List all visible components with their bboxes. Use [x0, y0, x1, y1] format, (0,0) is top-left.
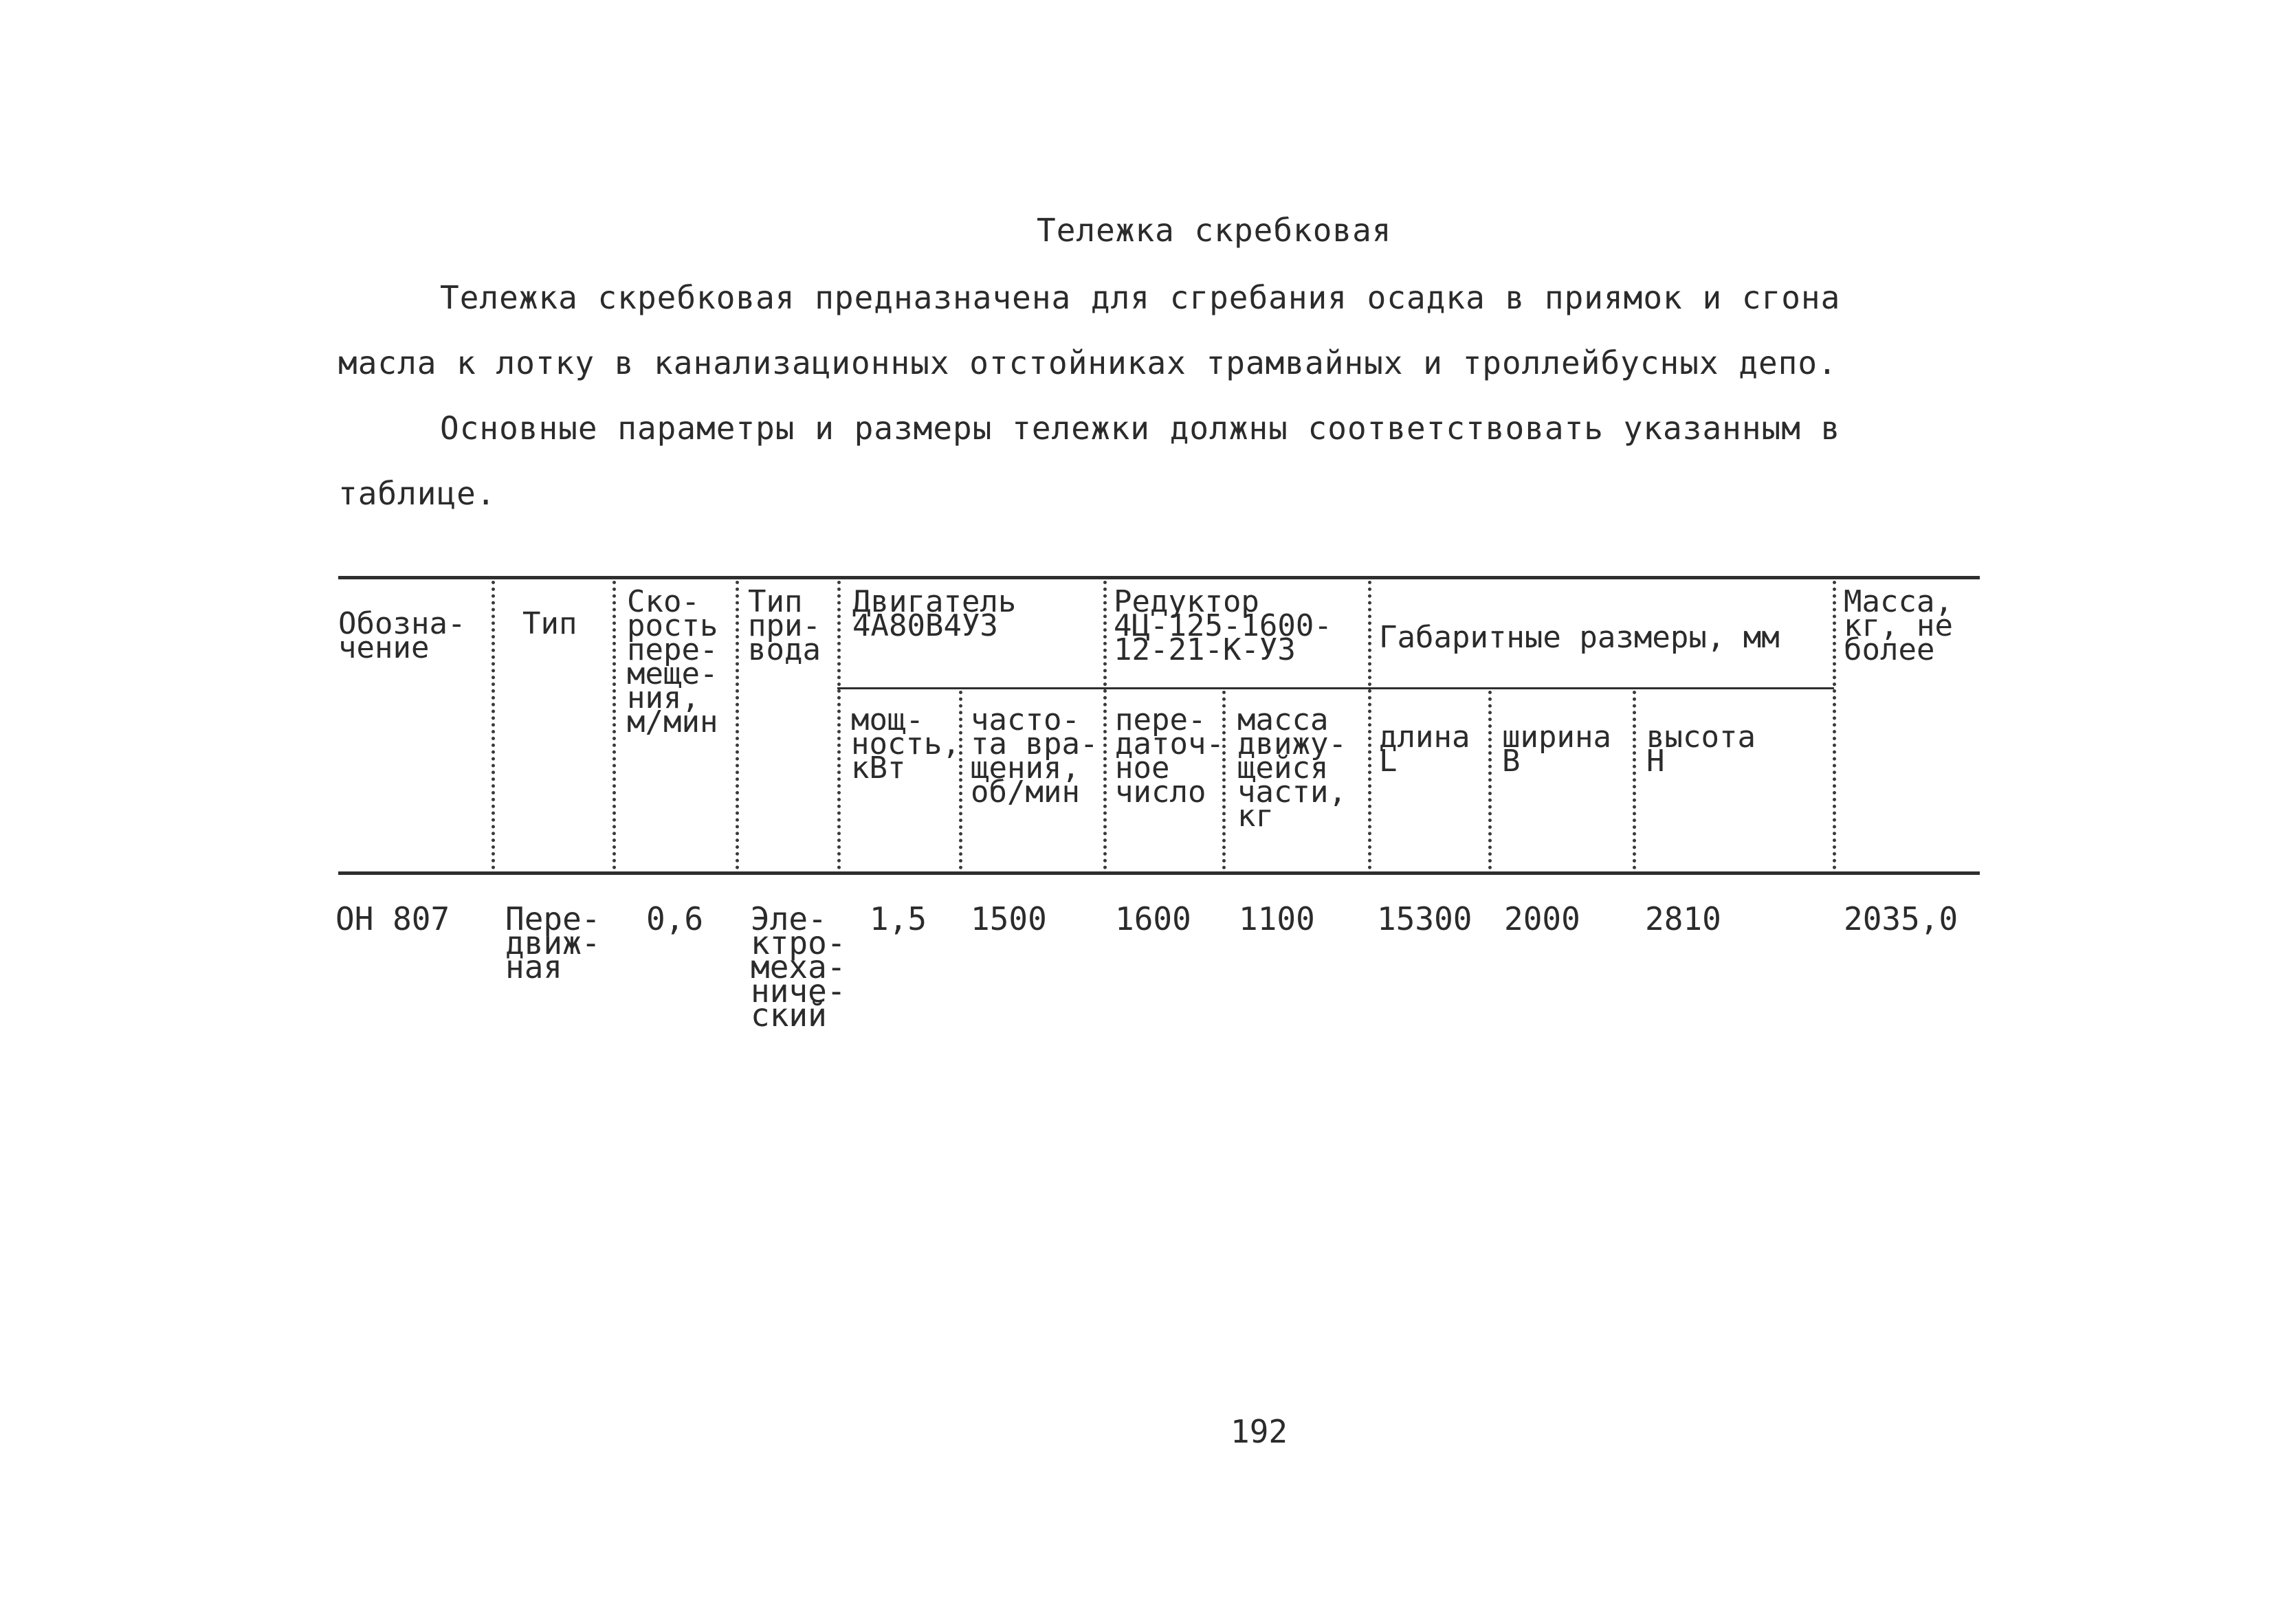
- header-dimensions: Габаритные размеры, мм: [1379, 620, 1780, 655]
- cell-drive-type: Эле- ктро- меха- ниче- ский: [751, 900, 846, 1034]
- column-separator: [612, 581, 616, 869]
- column-separator: [1833, 581, 1836, 869]
- cell-rotation: 1500: [971, 900, 1047, 937]
- paragraph-line-2: масла к лотку в канализационных отстойниках трамвайных и троллейбусных депо.: [338, 344, 1837, 381]
- header-designation: Обозна- чение: [338, 606, 466, 665]
- column-separator: [1368, 581, 1371, 869]
- header-mass: Масса, кг, не более: [1844, 584, 1953, 667]
- column-separator: [492, 581, 495, 869]
- header-gear-ratio: пере- даточ- ное число: [1115, 702, 1224, 810]
- column-separator: [1488, 691, 1492, 869]
- header-height: высота H: [1646, 720, 1756, 779]
- table-subheader-rule: [837, 687, 1834, 689]
- column-separator: [1103, 581, 1107, 869]
- paragraph-line-3: Основные параметры и размеры тележки должны соответствовать указанным в: [440, 410, 1841, 447]
- header-length: длина L: [1379, 720, 1470, 779]
- cell-type: Пере- движ- ная: [505, 900, 601, 986]
- page-number: 192: [1230, 1413, 1288, 1450]
- cell-length: 15300: [1377, 900, 1472, 937]
- cell-speed: 0,6: [646, 900, 704, 937]
- paragraph-line-4: таблице.: [338, 475, 496, 512]
- column-separator: [837, 581, 841, 869]
- paragraph-line-1: Тележка скребковая предназначена для сгребания осадка в приямок и сгона: [440, 279, 1841, 316]
- header-moving-mass: масса движу- щейся части, кг: [1237, 702, 1347, 834]
- table-top-rule: [338, 576, 1980, 579]
- header-speed: Ско- рость пере- меще- ния, м/мин: [627, 584, 718, 739]
- cell-gear-ratio: 1600: [1115, 900, 1191, 937]
- column-separator: [1633, 691, 1636, 869]
- table-header-bottom-rule: [338, 871, 1980, 875]
- cell-width: 2000: [1504, 900, 1580, 937]
- header-type: Тип: [522, 606, 577, 641]
- header-reducer: Редуктор 4Ц-125-1600- 12-21-К-У3: [1114, 584, 1332, 667]
- header-width: ширина B: [1502, 720, 1611, 779]
- page-title: Тележка скребковая: [1037, 212, 1392, 249]
- cell-designation: ОН 807: [335, 900, 450, 937]
- column-separator: [736, 581, 739, 869]
- header-motor: Двигатель 4А80В4У3: [852, 584, 1017, 643]
- cell-moving-mass: 1100: [1239, 900, 1315, 937]
- header-drive-type: Тип при- вода: [748, 584, 821, 667]
- cell-mass: 2035,0: [1844, 900, 1958, 937]
- cell-height: 2810: [1645, 900, 1721, 937]
- header-rotation: часто- та вра- щения, об/мин: [971, 702, 1099, 810]
- header-power: мощ- ность, кВт: [851, 702, 960, 786]
- cell-power: 1,5: [870, 900, 927, 937]
